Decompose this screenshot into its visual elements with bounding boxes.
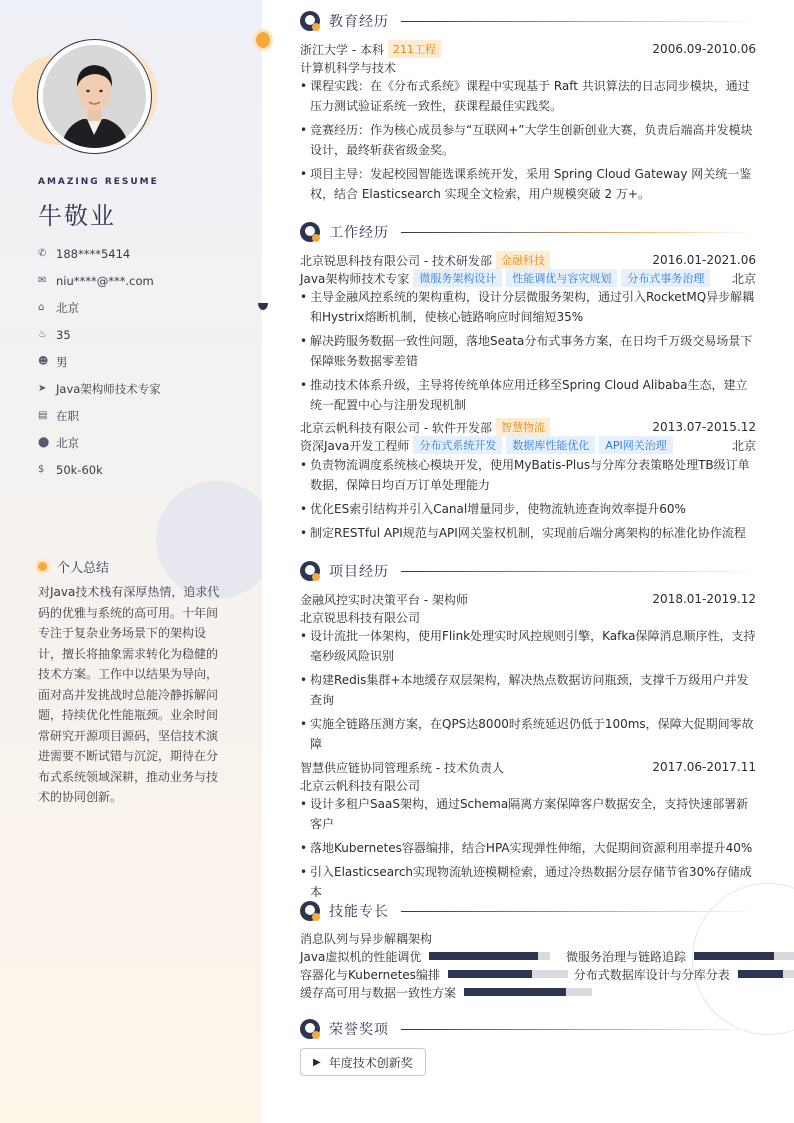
list-item: • 落地Kubernetes容器编排，结合HPA实现弹性伸缩，大促期间资源利用率提升40% <box>300 838 756 858</box>
role: Java架构师技术专家 <box>300 271 410 286</box>
skill-row <box>300 929 794 947</box>
salary-value: 50k-60k <box>56 462 103 477</box>
section-icon <box>300 222 320 242</box>
skill-bar <box>694 952 794 960</box>
list-item: • 制定RESTful API规范与API网关鉴权机制，实现前后端分离架构的标准化协作流程 <box>300 523 756 543</box>
skill-name: 缓存高可用与数据一致性方案 <box>300 985 457 1000</box>
phone-value: 188****5414 <box>56 246 131 261</box>
resume-tagline: AMAZING RESUME <box>38 177 159 187</box>
award-name: 年度技术创新奖 <box>328 1055 413 1070</box>
mail-icon: ✉ <box>38 275 47 286</box>
email-value: niu****@***.com <box>56 273 154 288</box>
company-name: 北京云帆科技有限公司 <box>300 778 421 793</box>
home-value: 北京 <box>56 300 79 315</box>
section-title: 工作经历 <box>329 225 389 241</box>
sidebar <box>0 0 262 1123</box>
skill-bar <box>448 970 568 978</box>
briefcase-icon: ▤ <box>38 410 48 421</box>
list-item: • 课程实践：在《分布式系统》课程中实现基于 Raft 共识算法的日志同步模块，通过压力测试验证系统一致性，获课程最佳实践奖。 <box>300 76 756 116</box>
skill-tag: API网关治理 <box>599 436 672 454</box>
project-header <box>300 758 756 776</box>
school-name: 浙江大学 - 本科 <box>300 42 384 57</box>
work-heading <box>300 222 756 242</box>
dot-icon <box>38 562 47 571</box>
age-value: 35 <box>56 327 71 342</box>
education-heading <box>300 11 756 31</box>
project-name: 智慧供应链协同管理系统 - 技术负责人 <box>300 760 504 775</box>
work-role <box>300 269 756 287</box>
project-date: 2017.06-2017.11 <box>652 760 756 774</box>
position-value: Java架构师技术专家 <box>56 381 161 396</box>
work-header <box>300 418 756 436</box>
skill-tag: 微服务架构设计 <box>413 269 502 287</box>
info-age <box>38 321 161 348</box>
education-header <box>300 40 756 58</box>
list-item: • 负责物流调度系统核心模块开发，使用MyBatis-Plus与分库分表策略处理TB级订单数据，保障日均百万订单处理能力 <box>300 455 756 495</box>
education-major <box>300 58 756 76</box>
skill-name: 容器化与Kubernetes编排 <box>300 967 440 982</box>
summary-heading <box>38 557 109 576</box>
summary-title: 个人总结 <box>57 561 110 576</box>
skill-bar <box>464 988 592 996</box>
major: 计算机科学与技术 <box>300 60 397 75</box>
skill-row <box>300 965 794 983</box>
list-item: • 主导金融风控系统的架构重构，设计分层微服务架构，通过引入RocketMQ异步解耦和Hystrix熔断机制，使核心链路响应时间缩短35% <box>300 287 756 327</box>
info-phone <box>38 240 161 267</box>
avatar-photo <box>43 45 146 148</box>
section-divider <box>401 911 756 912</box>
education-date: 2006.09-2010.06 <box>652 42 756 56</box>
skill-bar <box>738 970 794 978</box>
candidate-name: 牛敬业 <box>38 202 116 230</box>
list-item: • 优化ES索引结构并引入Canal增量同步，使物流轨迹查询效率提升60% <box>300 499 756 519</box>
section-icon <box>300 11 320 31</box>
project-header <box>300 590 756 608</box>
skill-tag: 数据库性能优化 <box>506 436 595 454</box>
industry-tag: 金融科技 <box>496 251 550 269</box>
summary-text: 对Java技术栈有深厚热情，追求代码的优雅与系统的高可用。十年间专注于复杂业务场景下的架构设计，擅长将抽象需求转化为稳健的技术方案。工作中以结果为导向，面对高并发挑战时总能冷静拆解问题，持续优化性能瓶颈。业余时间常研究开源项目源码，坚信技术演进需要不断试错与沉淀，期待在分布式系统领域深耕，推动业务与技术的协同创新。 <box>38 585 220 804</box>
skill-tag: 分布式系统开发 <box>413 436 502 454</box>
work-date: 2013.07-2015.12 <box>652 420 756 434</box>
info-position <box>38 375 161 402</box>
list-item: • 竞赛经历：作为核心成员参与“互联网+”大学生创新创业大赛，负责后端高并发模块设计，最终斩获省级金奖。 <box>300 120 756 160</box>
section-title: 项目经历 <box>329 564 389 580</box>
list-item: • 引入Elasticsearch实现物流轨迹模糊检索，通过冷热数据分层存储节省30%存储成本 <box>300 862 756 902</box>
list-item: • 推动技术体系升级，主导将传统单体应用迁移至Spring Cloud Alibaba生态，建立统一配置中心与注册发现机制 <box>300 375 756 415</box>
info-home <box>38 294 161 321</box>
list-item: • 设计流批一体架构，使用Flink处理实时风控规则引擎，Kafka保障消息顺序性，支持毫秒级风险识别 <box>300 626 756 666</box>
list-item: • 实施全链路压测方案，在QPS达8000时系统延迟仍低于100ms，保障大促期间零故障 <box>300 714 756 754</box>
skill-name: 分布式数据库设计与分库分表 <box>573 967 730 982</box>
avatar <box>43 45 146 148</box>
work-city: 北京 <box>731 438 756 453</box>
skill-name: 消息队列与异步解耦架构 <box>300 931 433 946</box>
home-icon: ⌂ <box>38 302 45 313</box>
list-item: • 设计多租户SaaS架构，通过Schema隔离方案保障客户数据安全，支持快速部署新客户 <box>300 794 756 834</box>
contact-info <box>38 240 161 483</box>
skill-bar <box>429 952 550 960</box>
info-gender <box>38 348 161 375</box>
section-divider <box>401 571 756 572</box>
work-date: 2016.01-2021.06 <box>652 253 756 267</box>
info-city <box>38 429 161 456</box>
project-date: 2018.01-2019.12 <box>652 592 756 606</box>
skills-heading <box>300 901 756 921</box>
phone-icon: ✆ <box>38 248 47 259</box>
decorative-dot <box>256 32 270 48</box>
gender-value: 男 <box>56 354 68 369</box>
location-icon: ⬤ <box>38 437 50 448</box>
work-city: 北京 <box>731 271 756 286</box>
section-title: 教育经历 <box>329 14 389 30</box>
skill-row <box>300 947 794 965</box>
section-divider <box>401 232 756 233</box>
award-item <box>300 1048 426 1076</box>
skill-tag: 分布式事务治理 <box>621 269 710 287</box>
info-status <box>38 402 161 429</box>
section-title: 技能专长 <box>329 904 389 920</box>
awards-heading <box>300 1019 756 1039</box>
list-item: • 项目主导：发起校园智能选课系统开发，采用 Spring Cloud Gateway 网关统一鉴权，结合 Elasticsearch 实现全文检索，用户规模突破 2 万+。 <box>300 164 756 204</box>
play-icon: ▶ <box>313 1056 321 1068</box>
gender-icon: ☻ <box>38 356 49 367</box>
project-company <box>300 776 756 794</box>
list-item: • 解决跨服务数据一致性问题，落地Seata分布式事务方案，在日均千万级交易场景下保障账务数据零差错 <box>300 331 756 371</box>
section-icon <box>300 561 320 581</box>
info-email <box>38 267 161 294</box>
industry-tag: 智慧物流 <box>496 418 550 436</box>
skill-name: Java虚拟机的性能调优 <box>300 949 422 964</box>
skill-tag: 性能调优与容灾规划 <box>506 269 617 287</box>
send-icon: ➤ <box>38 383 47 394</box>
section-divider <box>401 21 756 22</box>
role: 资深Java开发工程师 <box>300 438 410 453</box>
section-icon <box>300 901 320 921</box>
company-name: 北京云帆科技有限公司 - 软件开发部 <box>300 420 492 435</box>
section-title: 荣誉奖项 <box>329 1022 389 1038</box>
company-name: 北京锐思科技有限公司 - 技术研发部 <box>300 253 492 268</box>
skill-row <box>300 983 794 1001</box>
work-role <box>300 436 756 454</box>
company-name: 北京锐思科技有限公司 <box>300 610 421 625</box>
section-divider <box>401 1029 756 1030</box>
project-company <box>300 608 756 626</box>
salary-icon: $ <box>38 464 45 475</box>
projects-heading <box>300 561 756 581</box>
project-name: 金融风控实时决策平台 - 架构师 <box>300 592 468 607</box>
info-salary <box>38 456 161 483</box>
work-header <box>300 251 756 269</box>
section-icon <box>300 1019 320 1039</box>
city-value: 北京 <box>56 435 79 450</box>
cake-icon: ♨ <box>38 329 47 340</box>
skill-name: 微服务治理与链路追踪 <box>566 949 687 964</box>
list-item: • 构建Redis集群+本地缓存双层架构，解决热点数据访问瓶颈，支撑千万级用户并发查询 <box>300 670 756 710</box>
school-tag: 211工程 <box>388 40 441 58</box>
status-value: 在职 <box>56 408 79 423</box>
